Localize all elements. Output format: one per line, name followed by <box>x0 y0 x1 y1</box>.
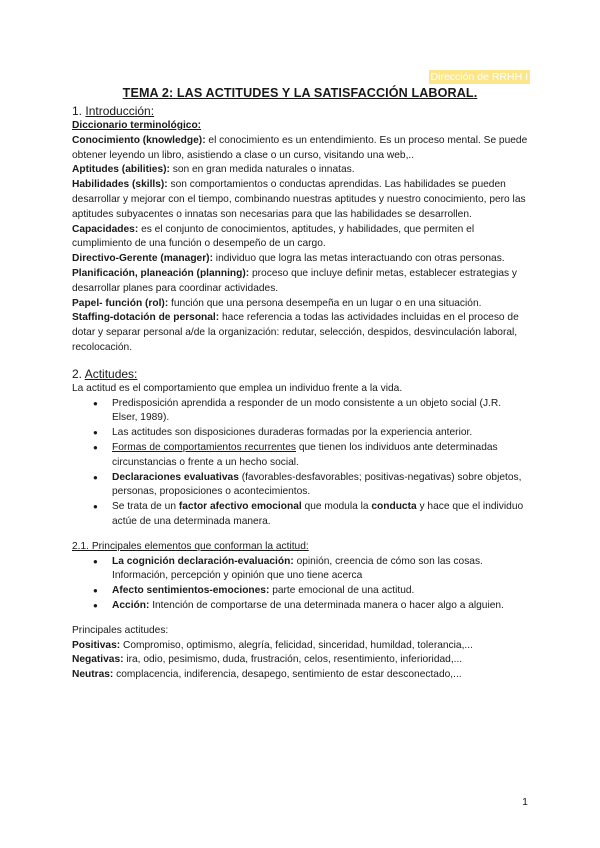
term-staffing: Staffing-dotación de personal: hace referencia a todas las actividades incluidas en el proceso de dotar y separar personal a/de la organización: redutar, selección, despidos, desvinculación laboral, recolocación. <box>72 312 519 353</box>
list-item: ● Las actitudes son disposiciones duraderas formadas por la experiencia anterior. <box>112 426 528 441</box>
term-capacities: Capacidades: es el conjunto de conocimientos, aptitudes, y habilidades, que permiten el cumplimiento de una función o desempeño de un cargo. <box>72 223 475 250</box>
section1-heading: 1. Introducción: <box>72 104 155 118</box>
list-item: ● Se trata de un factor afectivo emocional que modula la conducta y hace que el individuo actúe de una determinada manera. <box>112 500 528 530</box>
document-body <box>72 103 528 683</box>
attitudes-negative: Negativas: ira, odio, pesimismo, duda, frustración, celos, resentimiento, inferioridad,... <box>72 654 463 666</box>
elements-bullets <box>72 555 528 614</box>
list-item: ● Predisposición aprendida a responder de un modo consistente a un objeto social (J.R. Elser, 1989). <box>112 397 528 427</box>
attitudes-neutral: Neutras: complacencia, indiferencia, desapego, sentimiento de estar desconectado,... <box>72 669 462 681</box>
list-item: ● La cognición declaración-evaluación: opinión, creencia de cómo son las cosas. Información, percepción y opinión que uno tiene acerca <box>112 555 528 585</box>
attitudes-heading: Principales actitudes: <box>72 624 169 636</box>
page-number: 1 <box>522 796 528 808</box>
dictionary-heading: Diccionario terminológico: <box>72 120 202 131</box>
attitudes-positive: Positivas: Compromiso, optimismo, alegría, felicidad, sinceridad, humildad, tolerancia,... <box>72 639 473 651</box>
list-item: ● Acción: Intención de comportarse de una determinada manera o hacer algo a alguien. <box>112 599 528 614</box>
page-title: TEMA 2: LAS ACTITUDES Y LA SATISFACCIÓN LABORAL. <box>122 86 478 100</box>
list-item: ● Declaraciones evaluativas (favorables-desfavorables; positivas-negativas) sobre objetos, personas, proposiciones o acontecimientos. <box>112 471 528 501</box>
term-planning: Planificación, planeación (planning): proceso que incluye definir metas, establecer estrategias y desarrollar planes para coordinar actividades. <box>72 267 518 294</box>
term-knowledge: Conocimiento (knowledge): el conocimiento es un entendimiento. Es un proceso mental. Se puede obtener leyendo un libro, asistiendo a clase o un curso, visitando una web,.. <box>72 134 528 161</box>
section21-heading: 2.1. Principales elementos que conforman la actitud: <box>72 540 309 552</box>
list-item: ● Afecto sentimientos-emociones: parte emocional de una actitud. <box>112 584 528 599</box>
term-manager: Directivo-Gerente (manager): individuo que logra las metas interactuando con otras personas. <box>72 253 505 265</box>
term-abilities: Aptitudes (abilities): son en gran medida naturales o innatas. <box>72 164 355 176</box>
list-item: ● Formas de comportamientos recurrentes que tienen los individuos ante determinadas circunstancias o frente a un hecho social. <box>112 441 528 471</box>
section2-heading: 2. Actitudes: <box>72 366 138 381</box>
term-skills: Habilidades (skills): son comportamientos o conductas aprendidas. Las habilidades se pueden desarrollar y mejorar con el tiempo, combinando nuestras aptitudes y nuestro conocimiento, pero las aptitudes subyacentes o innatas son necesarias para que las habilidades se desarrollen. <box>72 179 526 220</box>
attitude-bullets <box>72 397 528 530</box>
header-tag: Dirección de RRHH I <box>430 71 528 83</box>
term-rol: Papel- función (rol): función que una persona desempeña en un lugar o en una situación. <box>72 297 482 309</box>
section2-intro: La actitud es el comportamiento que emplea un individuo frente a la vida. <box>72 382 403 394</box>
